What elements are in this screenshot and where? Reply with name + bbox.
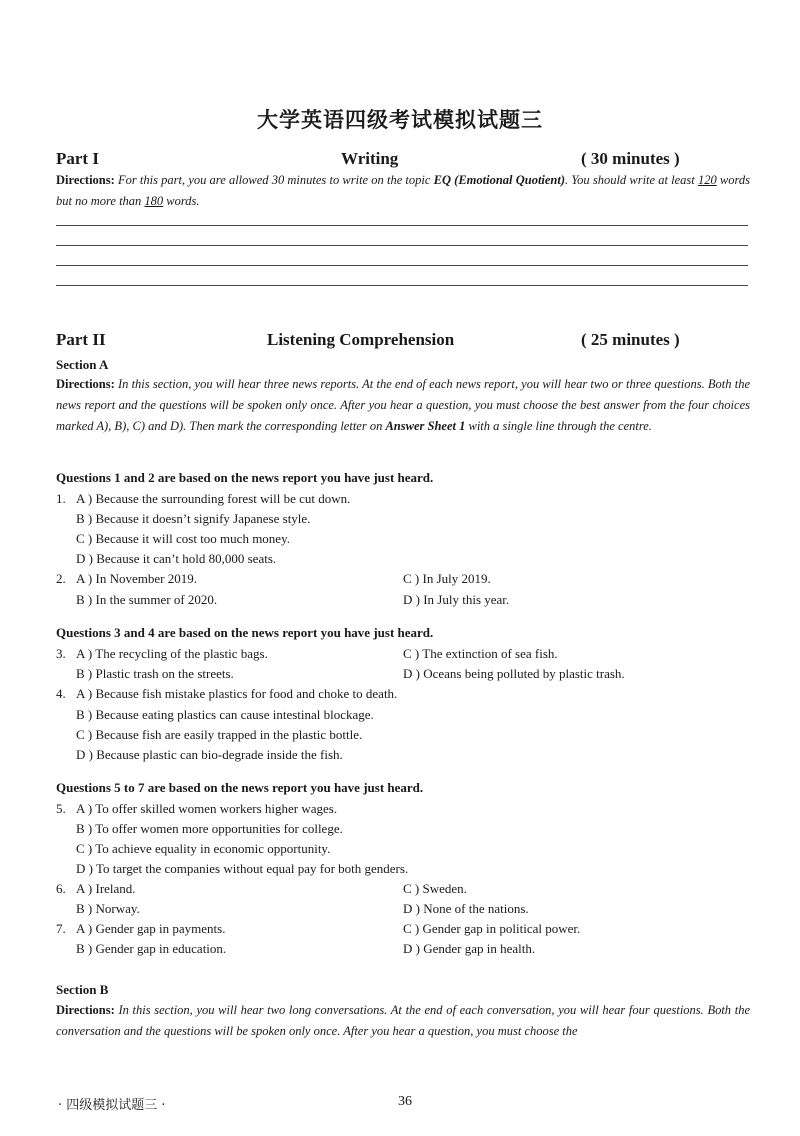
option-c: C ) Sweden. [403,881,467,896]
option-c: C ) Gender gap in political power. [403,921,581,936]
option-b: B ) Gender gap in education. [76,941,227,956]
option-d: D ) Because plastic can bio-degrade inside the fish. [76,747,343,762]
option-c: C ) Because fish are easily trapped in the plastic bottle. [76,727,363,742]
option-a: A ) Ireland. [76,881,136,896]
question-number: 7. [56,921,66,936]
option-b: B ) In the summer of 2020. [76,592,218,607]
option-d: D ) To target the companies without equal pay for both genders. [76,861,409,876]
question-number: 4. [56,686,66,701]
option-d: D ) Because it can’t hold 80,000 seats. [76,551,277,566]
page-number: 36 [398,1094,412,1109]
part1-label: Part I [56,149,99,168]
question-group-heading: Questions 5 to 7 are based on the news report you have just heard. [56,780,424,795]
part1-header [56,149,756,171]
writing-line [56,225,748,226]
directions-label: Directions: [56,377,115,391]
part2-name: Listening Comprehension [267,330,455,349]
question-group-heading: Questions 1 and 2 are based on the news report you have just heard. [56,470,434,485]
option-c: C ) To achieve equality in economic opportunity. [76,841,331,856]
part2-label: Part II [56,330,106,349]
writing-line [56,265,748,266]
part1-directions: Directions: For this part, you are allowed 30 minutes to write on the topic EQ (Emotional Quotient). You should write at least 120 words but no more than 180 words. [56,173,751,208]
part2-time: ( 25 minutes ) [581,330,680,349]
question-number: 5. [56,801,66,816]
option-b: B ) To offer women more opportunities for college. [76,821,343,836]
option-d: D ) In July this year. [403,592,510,607]
writing-topic: EQ (Emotional Quotient) [433,173,566,187]
question-group-heading: Questions 3 and 4 are based on the news report you have just heard. [56,625,434,640]
option-d: D ) Oceans being polluted by plastic trash. [403,666,625,681]
page-title: 大学英语四级考试模拟试题三 [257,108,543,132]
min-words: 120 [697,173,717,187]
option-d: D ) Gender gap in health. [403,941,536,956]
section-b-label: Section B [56,982,109,997]
question-number: 1. [56,491,66,506]
directions-label: Directions: [56,1003,115,1017]
part2-header [56,330,756,352]
option-c: C ) The extinction of sea fish. [403,646,558,661]
option-a: A ) In November 2019. [76,571,197,586]
question-number: 2. [56,571,66,586]
writing-line [56,245,748,246]
option-c: C ) In July 2019. [403,571,491,586]
option-a: A ) The recycling of the plastic bags. [76,646,268,661]
option-b: B ) Plastic trash on the streets. [76,666,234,681]
writing-line [56,285,748,286]
option-a: A ) Because the surrounding forest will be cut down. [76,491,351,506]
section-a-label: Section A [56,357,109,372]
question-number: 6. [56,881,66,896]
option-a: A ) To offer skilled women workers higher wages. [76,801,338,816]
max-words: 180 [144,194,164,208]
option-d: D ) None of the nations. [403,901,529,916]
part1-name: Writing [341,149,399,168]
section-b-directions: Directions: In this section, you will hear two long conversations. At the end of each conversation, you will hear four questions. Both the conversation and the questions will be spoken only once. After you hear a question, you must choose the [56,1003,750,1038]
directions-label: Directions: [56,173,115,187]
part1-time: ( 30 minutes ) [581,149,680,168]
footer-title: · 四级模拟试题三 · [58,1098,166,1113]
option-c: C ) Because it will cost too much money. [76,531,290,546]
answer-sheet-ref: Answer Sheet 1 [385,419,466,433]
section-a-directions: Directions: In this section, you will hear three news reports. At the end of each news report, you will hear two or three questions. Both the news report and the questions will be spoken only once. After you hear a question, you must choose the best answer from the four choices marked A), B), C) and D). Then mark the corresponding letter on Answer Sheet 1 with a single line through the centre. [56,377,750,433]
question-number: 3. [56,646,66,661]
option-b: B ) Norway. [76,901,140,916]
option-b: B ) Because eating plastics can cause intestinal blockage. [76,707,374,722]
option-a: A ) Gender gap in payments. [76,921,226,936]
option-a: A ) Because fish mistake plastics for food and choke to death. [76,686,398,701]
option-b: B ) Because it doesn’t signify Japanese style. [76,511,311,526]
